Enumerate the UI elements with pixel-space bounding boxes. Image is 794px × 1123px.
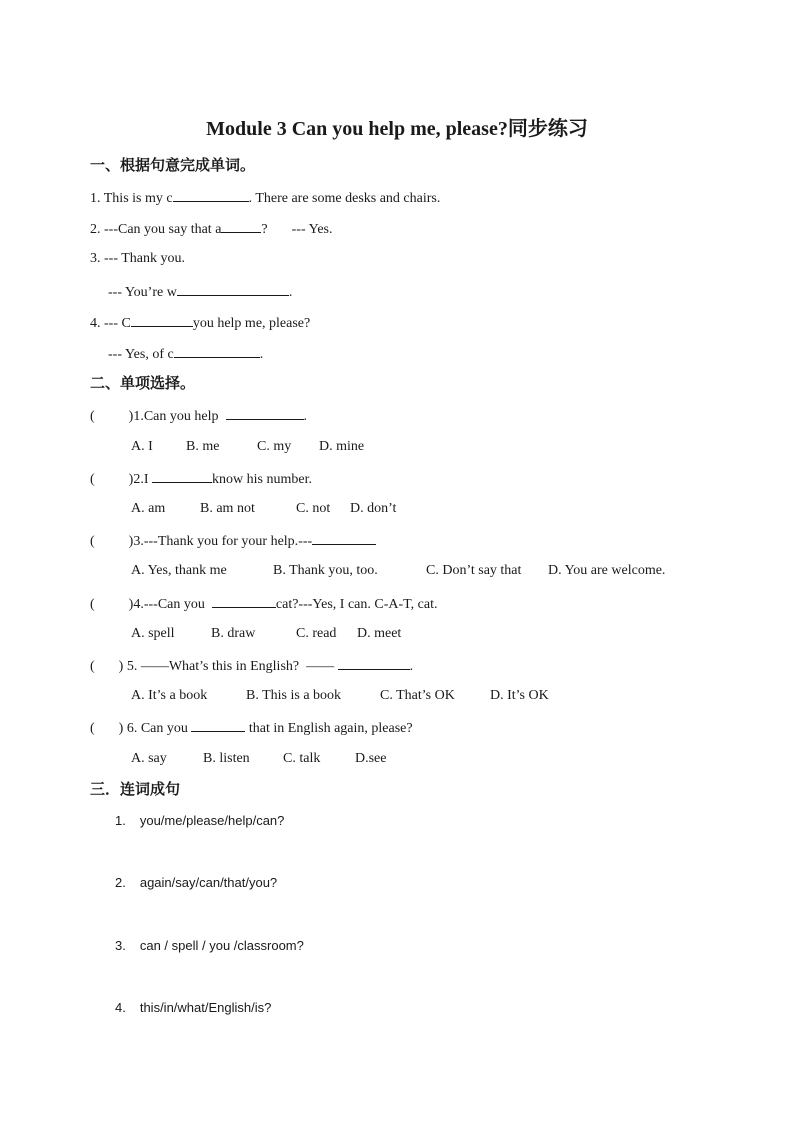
s2-q2-option-b: B. am not (200, 501, 255, 516)
s2-q3-option-b: B. Thank you, too. (273, 563, 378, 578)
s2-q1-option-d: D. mine (319, 439, 365, 454)
answer-paren-space[interactable] (95, 532, 129, 545)
answer-blank[interactable] (212, 594, 276, 608)
answer-blank[interactable] (338, 656, 410, 670)
s2-q4-option-a: A. spell (131, 626, 175, 641)
s2-q2-option-a: A. am (131, 501, 166, 516)
answer-blank[interactable] (312, 531, 376, 545)
answer-blank[interactable] (191, 718, 245, 732)
section2-heading: 二、单项选择。 (90, 374, 196, 392)
s1-question-1: 1. This is my c . There are some desks and chairs. (90, 188, 440, 208)
s2-q3-option-d: D. You are welcome. (548, 563, 666, 578)
s2-q2-option-d: D. don’t (350, 501, 397, 516)
answer-blank[interactable] (173, 188, 249, 202)
s2-q6-option-c: C. talk (283, 751, 321, 766)
s2-q6-option-b: B. listen (203, 751, 250, 766)
answer-paren-close: ) (128, 409, 134, 424)
section1-heading: 一、根据句意完成单词。 (90, 156, 256, 174)
s2-question-2: ( )2.I know his number. (90, 469, 312, 489)
s1-question-3: 3. --- Thank you. (90, 251, 185, 266)
s2-question-4: ( )4.---Can you cat?---Yes, I can. C-A-T, cat. (90, 594, 437, 614)
answer-paren-space[interactable] (95, 595, 129, 608)
s2-question-1: ( )1.Can you help . (90, 406, 307, 426)
s2-q5-option-c: C. That’s OK (380, 688, 455, 703)
s2-q1-option-b: B. me (186, 439, 220, 454)
s3-item-3: 3. can / spell / you /classroom? (115, 938, 304, 953)
s3-item-4: 4. this/in/what/English/is? (115, 1000, 272, 1015)
s2-q1-option-a: A. I (131, 439, 153, 454)
s2-q2-option-c: C. not (296, 501, 331, 516)
s2-q3-option-c: C. Don’t say that (426, 563, 522, 578)
s2-q6-option-d: D.see (355, 751, 387, 766)
s2-q5-option-a: A. It’s a book (131, 688, 208, 703)
answer-blank[interactable] (226, 406, 304, 420)
answer-blank[interactable] (177, 282, 289, 296)
s1-question-4: 4. --- C you help me, please? (90, 313, 310, 333)
answer-blank[interactable] (221, 219, 261, 233)
s1-question-2: 2. ---Can you say that a ? --- Yes. (90, 219, 332, 239)
answer-blank[interactable] (152, 469, 212, 483)
section3-heading: 三．连词成句 (90, 780, 181, 798)
s1-question-3-reply: --- You’re w . (108, 282, 292, 302)
s3-item-2: 2. again/say/can/that/you? (115, 875, 278, 890)
s2-q3-option-a: A. Yes, thank me (131, 563, 227, 578)
s2-q1-option-c: C. my (257, 439, 292, 454)
answer-paren-space[interactable] (95, 657, 119, 670)
s2-q4-option-c: C. read (296, 626, 337, 641)
answer-paren-space[interactable] (95, 407, 129, 420)
s2-question-6: ( ) 6. Can you that in English again, please? (90, 718, 413, 738)
s3-item-1: 1. you/me/please/help/can? (115, 813, 285, 828)
answer-paren-space[interactable] (95, 719, 119, 732)
page-title: Module 3 Can you help me, please?同步练习 (206, 118, 588, 140)
s1-question-4-reply: --- Yes, of c . (108, 344, 263, 364)
answer-paren-open: ( (90, 409, 95, 424)
s2-question-5: ( ) 5. ——What’s this in English? —— . (90, 656, 413, 676)
answer-blank[interactable] (174, 344, 260, 358)
s2-q6-option-a: A. say (131, 751, 167, 766)
s2-q4-option-d: D. meet (357, 626, 402, 641)
answer-blank[interactable] (131, 313, 193, 327)
s2-q5-option-d: D. It’s OK (490, 688, 549, 703)
s2-q4-option-b: B. draw (211, 626, 256, 641)
s2-q5-option-b: B. This is a book (246, 688, 342, 703)
s2-question-3: ( )3.---Thank you for your help.--- (90, 531, 376, 551)
answer-paren-space[interactable] (95, 470, 129, 483)
